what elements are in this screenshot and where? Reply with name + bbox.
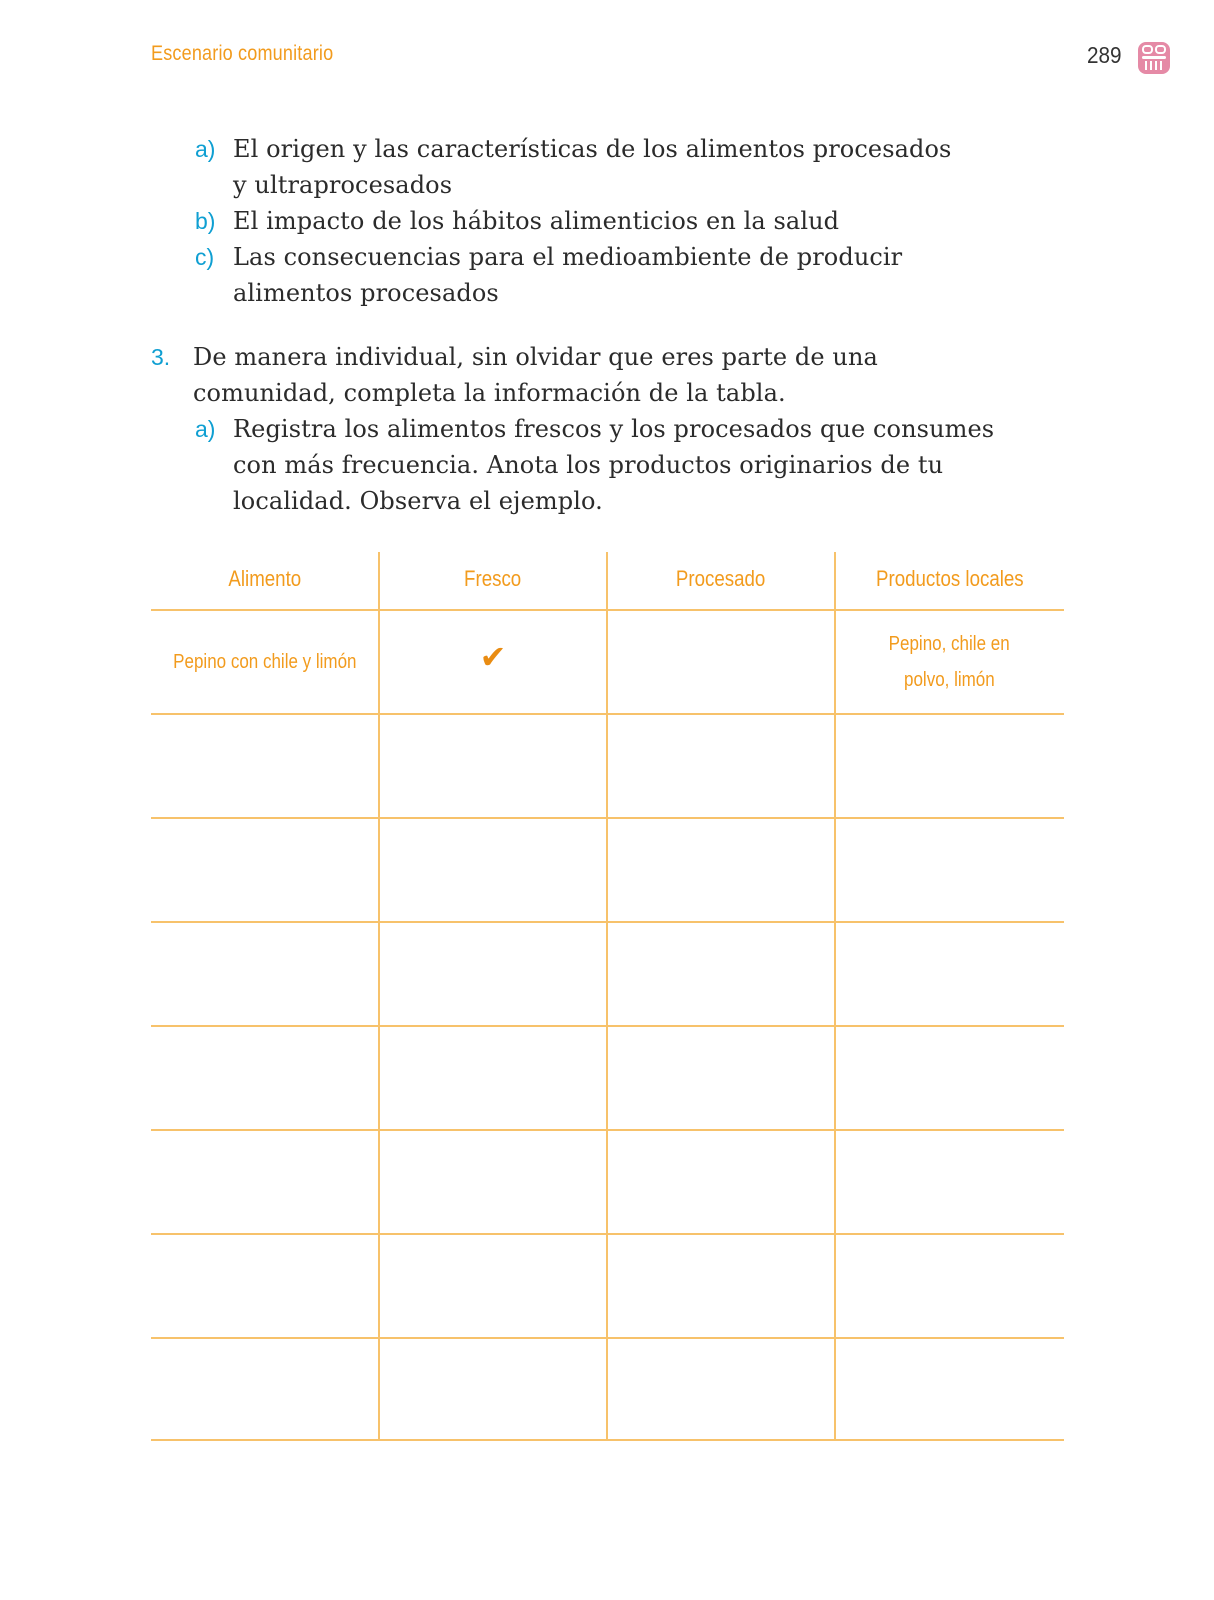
section-title: Escenario comunitario: [151, 42, 334, 65]
check-icon: ✔: [479, 638, 507, 676]
table-row[interactable]: [151, 1235, 1064, 1337]
step3-line-2: comunidad, completa la información de la tabla.: [193, 379, 786, 407]
table-row[interactable]: [151, 1131, 1064, 1233]
step-number: 3.: [151, 344, 171, 370]
step3-sub-line-3: localidad. Observa el ejemplo.: [233, 487, 603, 515]
intro-a-line-1: El origen y las características de los alimentos procesados: [233, 135, 952, 163]
step3-sub-marker: a): [195, 416, 216, 442]
food-table: [151, 552, 1064, 1442]
step3-line-1: De manera individual, sin olvidar que eres parte de una: [193, 343, 878, 371]
example-alimento-cell: Pepino con chile y limón: [173, 651, 357, 673]
column-header-fresco: Fresco: [464, 566, 522, 591]
example-productos-locales-line-2: polvo, limón: [904, 669, 995, 691]
step3-sub-line-2: con más frecuencia. Anota los productos originarios de tu: [233, 451, 944, 479]
intro-c-line-1: Las consecuencias para el medioambiente de producir: [233, 243, 903, 271]
intro-c-line-2: alimentos procesados: [233, 279, 499, 307]
table-row[interactable]: [151, 1027, 1064, 1129]
intro-a-line-2: y ultraprocesados: [233, 171, 453, 199]
list-marker-c: c): [195, 244, 215, 270]
list-marker-b: b): [195, 208, 216, 234]
step3-sub-line-1: Registra los alimentos frescos y los procesados que consumes: [233, 415, 995, 443]
intro-b-line-1: El impacto de los hábitos alimenticios en la salud: [233, 207, 840, 235]
table-row[interactable]: [151, 1339, 1064, 1439]
example-productos-locales-line-1: Pepino, chile en: [889, 633, 1010, 655]
column-header-procesado: Procesado: [676, 566, 766, 591]
table-row[interactable]: [151, 923, 1064, 1025]
page-number: 289: [1087, 42, 1122, 68]
list-marker-a: a): [195, 136, 216, 162]
table-row[interactable]: [151, 715, 1064, 817]
table-row[interactable]: [151, 819, 1064, 921]
column-header-alimento: Alimento: [228, 566, 302, 591]
column-header-productos-locales: Productos locales: [875, 566, 1024, 591]
glyph-icon: [1136, 40, 1172, 76]
